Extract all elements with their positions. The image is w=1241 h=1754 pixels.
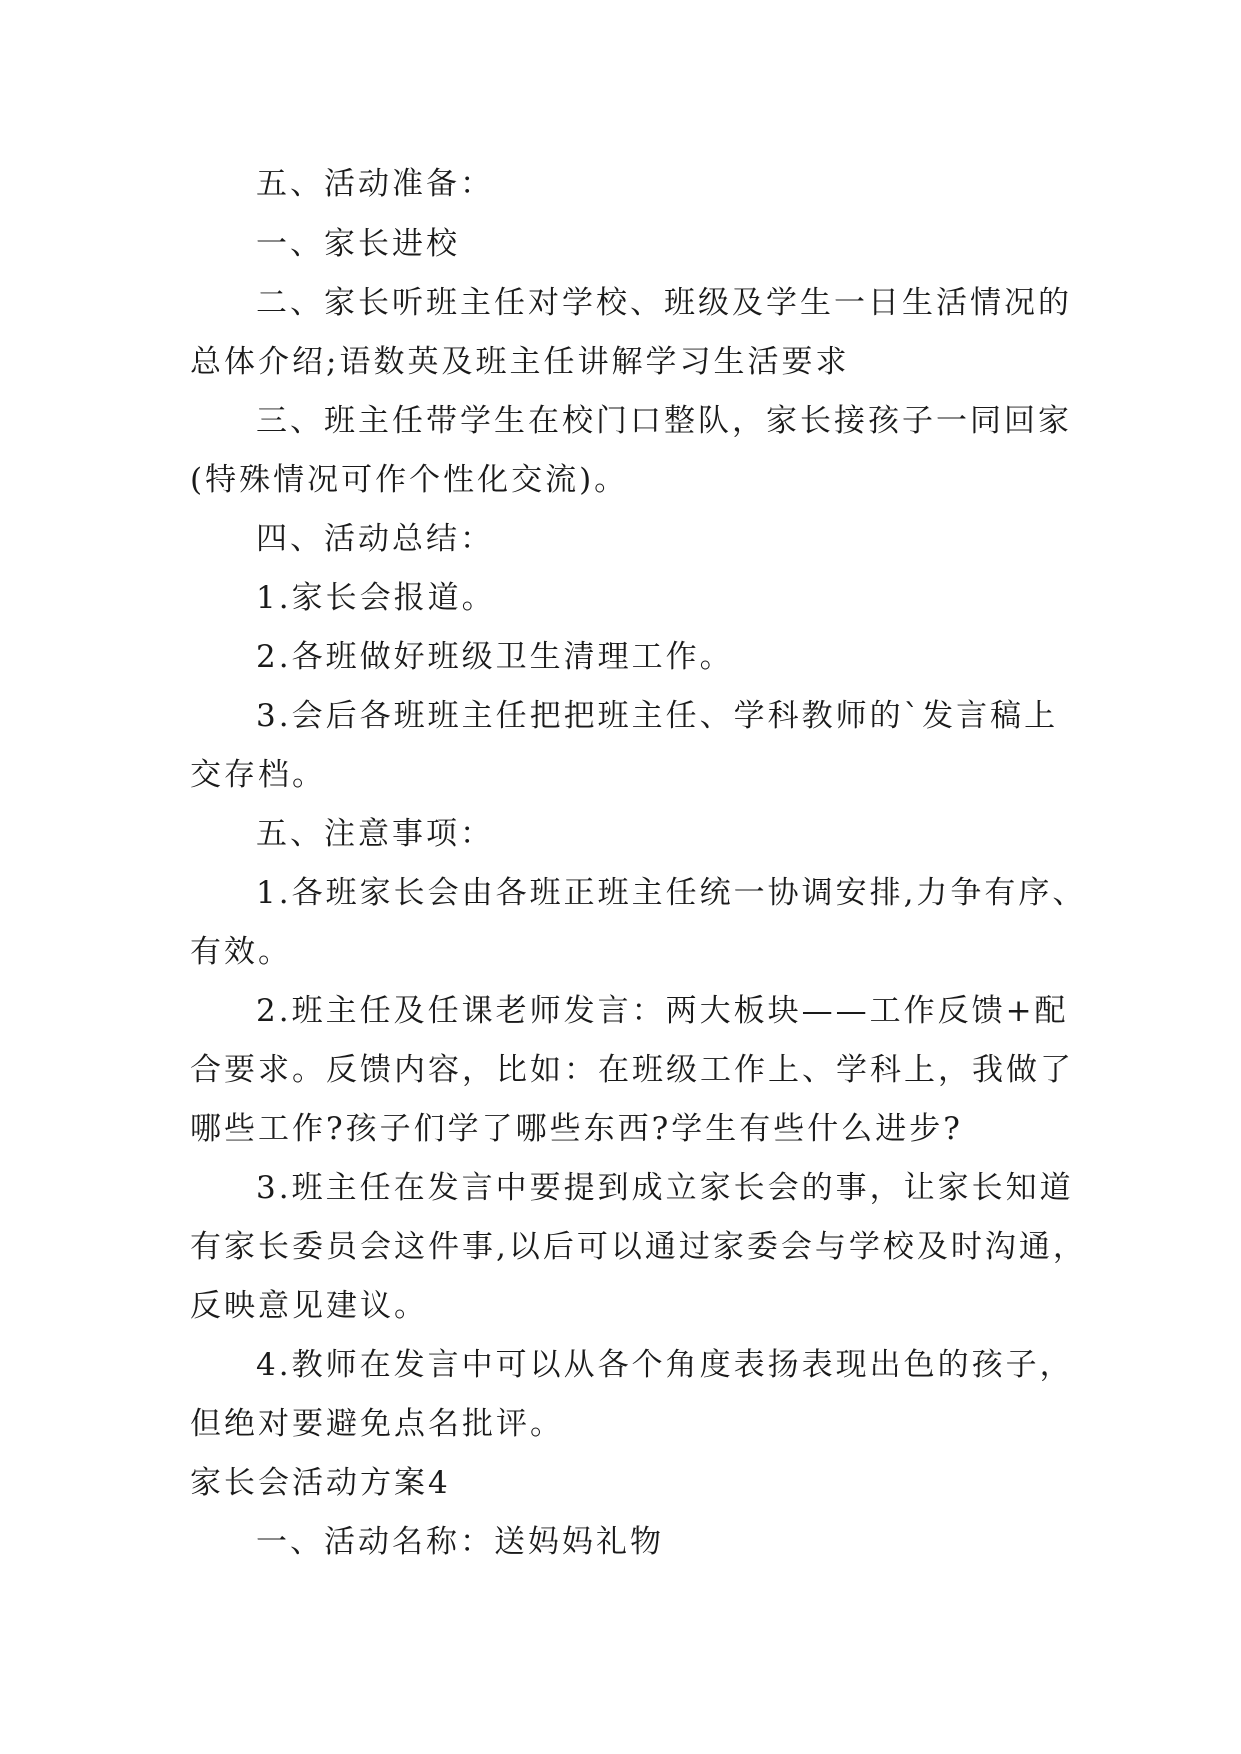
paragraph-line: 但绝对要避免点名批评。 bbox=[190, 1406, 564, 1442]
paragraph-line: 有家长委员会这件事,以后可以通过家委会与学校及时沟通， bbox=[190, 1229, 1087, 1265]
list-item: 3.班主任在发言中要提到成立家长会的事，让家长知道 bbox=[256, 1170, 1074, 1206]
paragraph-line: 反映意见建议。 bbox=[190, 1288, 428, 1324]
list-item: 3.会后各班班主任把把班主任、学科教师的`发言稿上 bbox=[256, 698, 1059, 734]
list-item: 2.班主任及任课老师发言：两大板块——工作反馈+配 bbox=[256, 993, 1069, 1029]
paragraph-line: (特殊情况可作个性化交流)。 bbox=[190, 462, 629, 498]
paragraph-line: 有效。 bbox=[190, 934, 292, 970]
paragraph-line: 一、家长进校 bbox=[256, 226, 460, 262]
paragraph-line: 二、家长听班主任对学校、班级及学生一日生活情况的 bbox=[256, 285, 1072, 321]
section-heading: 五、活动准备： bbox=[256, 166, 494, 202]
section-heading: 五、注意事项： bbox=[256, 816, 494, 852]
list-item: 1.家长会报道。 bbox=[256, 580, 496, 616]
paragraph-line: 哪些工作?孩子们学了哪些东西?学生有些什么进步? bbox=[190, 1111, 963, 1147]
list-item: 1.各班家长会由各班正班主任统一协调安排,力争有序、 bbox=[256, 875, 1087, 911]
paragraph-line: 合要求。反馈内容，比如：在班级工作上、学科上，我做了 bbox=[190, 1052, 1074, 1088]
paragraph-line: 交存档。 bbox=[190, 757, 326, 793]
paragraph-line: 总体介绍;语数英及班主任讲解学习生活要求 bbox=[190, 344, 850, 380]
list-item: 2.各班做好班级卫生清理工作。 bbox=[256, 639, 734, 675]
document-title: 家长会活动方案4 bbox=[190, 1465, 451, 1501]
section-heading: 四、活动总结： bbox=[256, 521, 494, 557]
list-item: 4.教师在发言中可以从各个角度表扬表现出色的孩子， bbox=[256, 1347, 1074, 1383]
section-heading: 一、活动名称：送妈妈礼物 bbox=[256, 1524, 664, 1560]
paragraph-line: 三、班主任带学生在校门口整队，家长接孩子一同回家 bbox=[256, 403, 1072, 439]
